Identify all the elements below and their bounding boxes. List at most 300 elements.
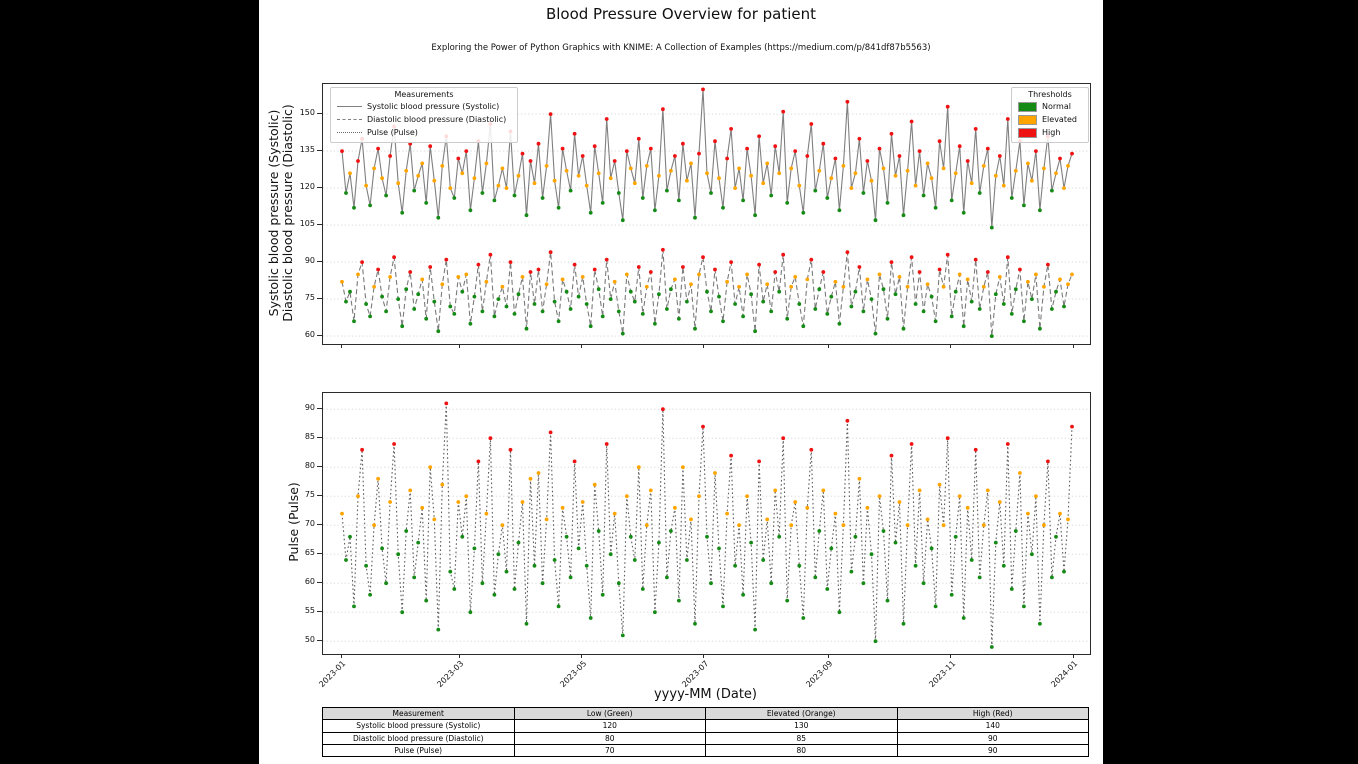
data-point [436,216,440,220]
data-point [645,164,649,168]
data-point [424,201,428,205]
data-point [773,144,777,148]
data-point [970,300,974,304]
data-point [1062,186,1066,190]
data-point [986,270,990,274]
data-point [585,302,589,306]
table-cell: 140 [897,720,1089,732]
data-point [416,292,420,296]
data-point [481,581,485,585]
data-point [910,255,914,259]
data-point [753,628,757,632]
data-point [1014,169,1018,173]
y-tick-mark [317,640,322,641]
data-point [573,263,577,267]
x-tick-mark [581,654,582,658]
data-point [537,142,541,146]
data-point [998,154,1002,158]
data-point [813,189,817,193]
data-point [886,317,890,321]
data-point [436,628,440,632]
data-point [625,149,629,153]
data-point [384,581,388,585]
x-tick-mark [341,654,342,658]
data-point [854,171,858,175]
data-point [721,319,725,323]
data-point [902,622,906,626]
data-point [513,194,517,198]
data-point [693,327,697,331]
x-tick-mark [828,654,829,658]
data-point [533,564,537,568]
y-tick-label: 85 [304,432,315,442]
legend-item [1018,113,1082,126]
data-point [966,159,970,163]
data-point [585,564,589,568]
dashed-line-sample-icon [337,119,362,120]
data-point [934,206,938,210]
data-point [617,191,621,195]
data-point [661,407,665,411]
data-point [785,201,789,205]
data-point [505,305,509,309]
data-point [360,260,364,264]
legend-item-label: Normal [1042,102,1071,111]
data-point [918,149,922,153]
data-point [777,290,781,294]
data-point [448,570,452,574]
legend-item [337,100,511,113]
data-point [537,268,541,272]
top-chart-y-axis-label [267,104,295,322]
data-point [629,167,633,171]
data-point [541,581,545,585]
data-point [765,518,769,522]
data-point [669,169,673,173]
data-point [838,610,842,614]
data-point [408,270,412,274]
data-point [942,523,946,527]
data-point [709,310,713,314]
data-point [817,169,821,173]
data-point [994,541,998,545]
data-point [669,529,673,533]
data-point [994,292,998,296]
data-point [769,581,773,585]
data-point [846,419,850,423]
y-tick-mark [317,113,322,114]
data-point [601,593,605,597]
data-point [737,523,741,527]
data-point [497,184,501,188]
data-point [829,295,833,299]
data-point [677,199,681,203]
data-point [344,558,348,562]
data-point [368,593,372,597]
data-point [577,547,581,551]
data-point [862,310,866,314]
table-cell: 120 [514,720,706,732]
data-point [950,199,954,203]
data-point [797,302,801,306]
data-point [340,149,344,153]
data-point [1010,312,1014,316]
data-point [489,436,493,440]
data-point [533,302,537,306]
data-point [797,184,801,188]
data-point [990,226,994,230]
data-point [440,164,444,168]
data-point [777,171,781,175]
data-point [1062,570,1066,574]
legend-item [337,126,511,139]
data-point [765,282,769,286]
data-point [958,273,962,277]
data-point [934,605,938,609]
data-point [950,315,954,319]
y-tick-mark [317,582,322,583]
data-point [962,211,966,215]
data-point [1006,442,1010,446]
data-point [573,460,577,464]
data-point [549,250,553,254]
data-point [721,605,725,609]
data-point [745,494,749,498]
data-point [846,100,850,104]
data-point [525,327,529,331]
data-point [661,248,665,252]
data-point [549,112,553,116]
figure-subtitle: Exploring the Power of Python Graphics with KNIME: A Collection of Examples (https://medium.com/p/841df87b5563) [431,43,931,53]
data-point [501,285,505,289]
x-tick-mark [581,344,582,348]
data-point [1050,576,1054,580]
data-point [1014,529,1018,533]
data-point [609,552,613,556]
data-point [817,287,821,291]
data-point [713,139,717,143]
legend-item-label: Diastolic blood pressure (Diastolic) [367,115,507,124]
data-point [645,523,649,527]
table-cell: Systolic blood pressure (Systolic) [323,720,515,732]
y-tick-mark [317,261,322,262]
data-point [709,191,713,195]
data-point [637,465,641,469]
data-point [557,319,561,323]
data-point [1026,162,1030,166]
data-point [838,208,842,212]
data-point [793,149,797,153]
data-point [781,253,785,257]
data-point [902,327,906,331]
data-point [573,132,577,136]
data-point [372,523,376,527]
data-point [749,541,753,545]
data-point [521,275,525,279]
data-point [854,535,858,539]
data-point [497,552,501,556]
data-point [473,295,477,299]
data-point [340,512,344,516]
data-point [685,300,689,304]
data-point [404,287,408,291]
data-point [882,529,886,533]
data-point [946,105,950,109]
data-point [878,273,882,277]
data-point [517,292,521,296]
bottom-chart-plot-area [322,392,1091,655]
data-point [348,535,352,539]
data-point [464,273,468,277]
series-line [342,403,1072,647]
data-point [565,169,569,173]
y-tick-label: 65 [304,548,315,558]
x-axis-label: yyyy-MM (Date) [653,687,758,702]
y-tick-label: 60 [304,330,315,340]
data-point [380,176,384,180]
y-tick-label: 50 [304,635,315,645]
data-point [862,581,866,585]
data-point [954,535,958,539]
data-point [801,324,805,328]
data-point [589,616,593,620]
data-point [789,285,793,289]
data-point [432,179,436,183]
data-point [485,512,489,516]
data-point [473,176,477,180]
data-point [709,581,713,585]
data-point [352,319,356,323]
y-tick-label: 90 [304,403,315,413]
table-cell: 80 [706,744,898,756]
figure [259,0,1103,764]
data-point [529,477,533,481]
data-point [380,295,384,299]
data-point [805,506,809,510]
data-point [593,268,597,272]
table-header-row [323,708,1089,720]
data-point [545,164,549,168]
table-row [323,732,1089,744]
data-point [400,324,404,328]
data-point [1042,285,1046,289]
data-point [693,622,697,626]
x-tick-mark [1073,344,1074,348]
data-point [1054,290,1058,294]
data-point [741,593,745,597]
data-point [809,122,813,126]
data-point [464,494,468,498]
y-tick-mark [317,298,322,299]
data-point [701,88,705,92]
data-point [561,278,565,282]
data-point [717,176,721,180]
data-point [834,280,838,284]
data-point [725,512,729,516]
data-point [902,213,906,217]
data-point [821,489,825,493]
data-point [569,189,573,193]
data-point [549,431,553,435]
data-point [673,154,677,158]
data-point [1038,327,1042,331]
data-point [1054,535,1058,539]
data-point [717,295,721,299]
data-point [697,273,701,277]
data-point [705,535,709,539]
data-point [404,169,408,173]
x-tick-label: 2023-09 [804,659,835,690]
data-point [1038,208,1042,212]
data-point [677,599,681,603]
data-point [749,292,753,296]
data-point [974,448,978,452]
data-point [641,312,645,316]
data-point [613,280,617,284]
elevated-color-swatch-icon [1018,115,1037,125]
x-tick-label: 2024-01 [1049,659,1080,690]
data-point [444,402,448,406]
data-point [589,211,593,215]
data-point [874,218,878,222]
data-point [1014,287,1018,291]
data-point [372,167,376,171]
data-point [545,518,549,522]
data-point [717,547,721,551]
data-point [452,312,456,316]
data-point [581,500,585,504]
y-tick-label: 70 [304,519,315,529]
data-point [689,282,693,286]
y-axis-label-line: Systolic blood pressure (Systolic) [266,109,281,317]
data-point [412,307,416,311]
data-point [460,535,464,539]
data-point [649,147,653,151]
data-point [962,324,966,328]
data-point [942,167,946,171]
data-point [765,162,769,166]
data-point [809,258,813,262]
data-point [829,547,833,551]
data-point [505,570,509,574]
data-point [978,576,982,580]
data-point [376,477,380,481]
table-header-cell: High (Red) [897,708,1089,720]
data-point [469,610,473,614]
data-point [721,206,725,210]
data-point [970,181,974,185]
data-point [376,268,380,272]
data-point [1046,460,1050,464]
normal-color-swatch-icon [1018,102,1037,112]
data-point [741,199,745,203]
data-point [1058,157,1062,161]
data-point [1006,117,1010,121]
data-point [938,483,942,487]
data-point [605,258,609,262]
x-tick-label: 2023-11 [927,659,958,690]
table-row [323,720,1089,732]
data-point [649,270,653,274]
table-cell: 85 [706,732,898,744]
data-point [661,107,665,111]
y-tick-label: 105 [299,219,315,229]
data-point [737,167,741,171]
data-point [348,171,352,175]
data-point [681,142,685,146]
legend-item [337,113,511,126]
data-point [521,500,525,504]
data-point [344,191,348,195]
y-tick-label: 55 [304,606,315,616]
data-point [653,208,657,212]
table-cell: Pulse (Pulse) [323,744,515,756]
high-color-swatch-icon [1018,128,1037,138]
y-tick-mark [317,611,322,612]
data-point [497,297,501,301]
data-point [701,255,705,259]
data-point [898,154,902,158]
y-tick-mark [317,224,322,225]
data-point [605,442,609,446]
data-point [501,523,505,527]
table-row [323,744,1089,756]
data-point [733,302,737,306]
data-point [733,564,737,568]
data-point [440,483,444,487]
data-point [533,181,537,185]
data-point [769,194,773,198]
table-cell: 130 [706,720,898,732]
data-point [412,189,416,193]
data-point [541,196,545,200]
data-point [862,191,866,195]
data-point [854,290,858,294]
data-point [926,518,930,522]
legend-title: Measurements [394,90,454,99]
data-point [1002,184,1006,188]
table-cell: 80 [514,732,706,744]
data-point [1058,278,1062,282]
data-point [621,634,625,638]
data-point [878,494,882,498]
data-point [982,164,986,168]
data-point [509,448,513,452]
x-tick-mark [459,344,460,348]
x-tick-mark [341,344,342,348]
data-point [1002,302,1006,306]
data-point [681,465,685,469]
data-point [974,127,978,131]
x-tick-mark [1073,654,1074,658]
data-point [633,558,637,562]
data-point [938,139,942,143]
data-point [817,529,821,533]
y-tick-mark [317,495,322,496]
data-point [553,179,557,183]
data-point [834,157,838,161]
data-point [890,132,894,136]
data-point [629,535,633,539]
data-point [404,529,408,533]
data-point [898,500,902,504]
legend-item-label: High [1042,128,1061,137]
data-point [485,280,489,284]
data-point [384,310,388,314]
data-point [456,157,460,161]
data-point [789,167,793,171]
data-point [641,196,645,200]
